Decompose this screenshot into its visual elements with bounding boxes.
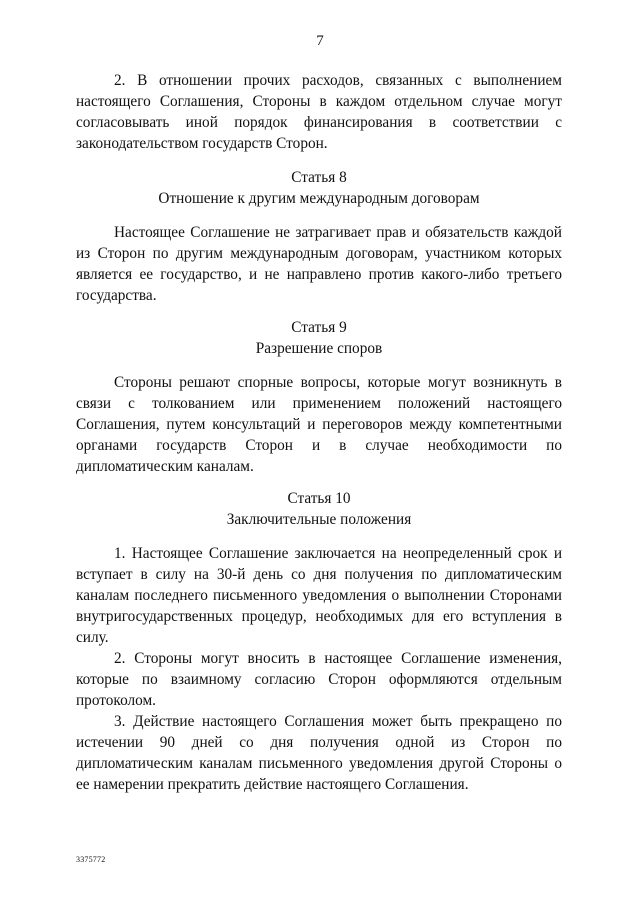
article-8-text: Настоящее Соглашение не затрагивает прав и обязательств каждой из Сторон по другим международным договорам, участником которых является ее государство, и не направлено против какого-либо третьего государства. bbox=[76, 224, 562, 304]
article-8-body bbox=[76, 222, 562, 306]
article-10-body bbox=[76, 543, 562, 795]
article-8 bbox=[76, 167, 562, 209]
article-10-number: Статья 10 bbox=[287, 490, 351, 507]
article-9-body bbox=[76, 372, 562, 477]
article-10-title: Заключительные положения bbox=[226, 511, 412, 528]
article-9-number: Статья 9 bbox=[291, 319, 347, 336]
article-9-title: Разрешение споров bbox=[255, 340, 383, 357]
article-10-paragraph-2: 2. Стороны могут вносить в настоящее Соглашение изменения, которые по взаимному согласию Сторон оформляются отдельным протоколом. bbox=[76, 650, 562, 709]
article-10-paragraph-1: 1. Настоящее Соглашение заключается на неопределенный срок и вступает в силу на 30-й день со дня получения по дипломатическим каналам последнего письменного уведомления о выполнении Сторонами внутригосударственных процедур, необходимых для его вступления в силу. bbox=[76, 545, 562, 646]
article-10 bbox=[76, 488, 562, 530]
article-8-title: Отношение к другим международным договорам bbox=[158, 190, 480, 207]
article-9-text: Стороны решают спорные вопросы, которые могут возникнуть в связи с толкованием или применением положений настоящего Соглашения, путем консультаций и переговоров между компетентными органами государств Сторон и в случае необходимости по дипломатическим каналам. bbox=[76, 374, 562, 475]
page-number: 7 bbox=[316, 33, 324, 49]
document-code: 3375772 bbox=[76, 855, 106, 864]
paragraph-financing bbox=[76, 70, 562, 154]
article-8-number: Статья 8 bbox=[291, 169, 347, 186]
paragraph-2-financing-text: 2. В отношении прочих расходов, связанных с выполнением настоящего Соглашения, Стороны в каждом отдельном случае могут согласовывать иной порядок финансирования в соответствии с законодательством государств Сторон. bbox=[76, 72, 562, 152]
article-10-paragraph-3: 3. Действие настоящего Соглашения может быть прекращено по истечении 90 дней со дня получения одной из Сторон по дипломатическим каналам письменного уведомления другой Стороны о ее намерении прекратить действие настоящего Соглашения. bbox=[76, 713, 562, 793]
article-9 bbox=[76, 317, 562, 359]
